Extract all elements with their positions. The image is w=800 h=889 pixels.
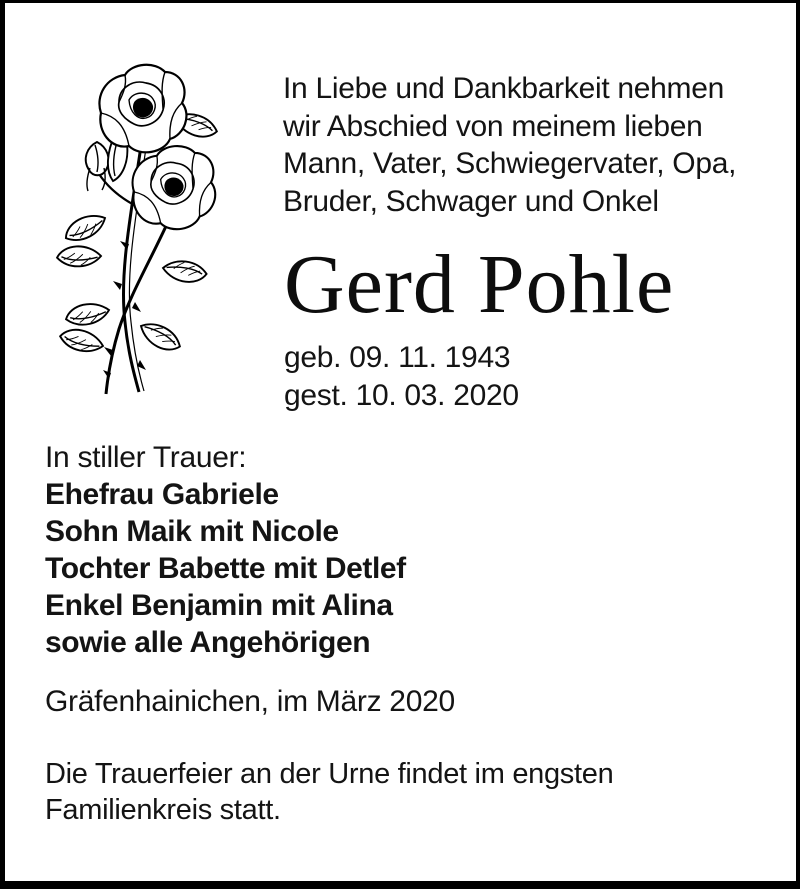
mourning-block <box>45 439 525 661</box>
intro-text <box>283 70 783 220</box>
mourner-line: Sohn Maik mit Nicole <box>45 515 339 548</box>
intro-line: wir Abschied von meinem lieben <box>283 109 703 143</box>
intro-line: In Liebe und Dankbarkeit nehmen <box>283 72 725 105</box>
mourner-line: Ehefrau Gabriele <box>45 478 279 511</box>
death-date: gest. 10. 03. 2020 <box>284 378 519 412</box>
mourner-line: Enkel Benjamin mit Alina <box>45 589 393 622</box>
deceased-name: Gerd Pohle <box>284 238 675 331</box>
intro-line: Mann, Vater, Schwiegervater, Opa, <box>283 147 737 180</box>
birth-date: geb. 09. 11. 1943 <box>284 341 511 374</box>
funeral-note <box>45 756 705 828</box>
mourner-line: Tochter Babette mit Detlef <box>45 552 406 585</box>
funeral-note-line: Familienkreis statt. <box>45 794 281 826</box>
place-date: Gräfenhainichen, im März 2020 <box>45 685 455 718</box>
funeral-note-line: Die Trauerfeier an der Urne findet im engsten <box>45 758 614 790</box>
roses-illustration <box>45 58 260 403</box>
mourning-header: In stiller Trauer: <box>45 441 247 474</box>
mourner-line: sowie alle Angehörigen <box>45 626 371 659</box>
life-dates <box>284 339 684 414</box>
intro-line: Bruder, Schwager und Onkel <box>283 184 659 218</box>
